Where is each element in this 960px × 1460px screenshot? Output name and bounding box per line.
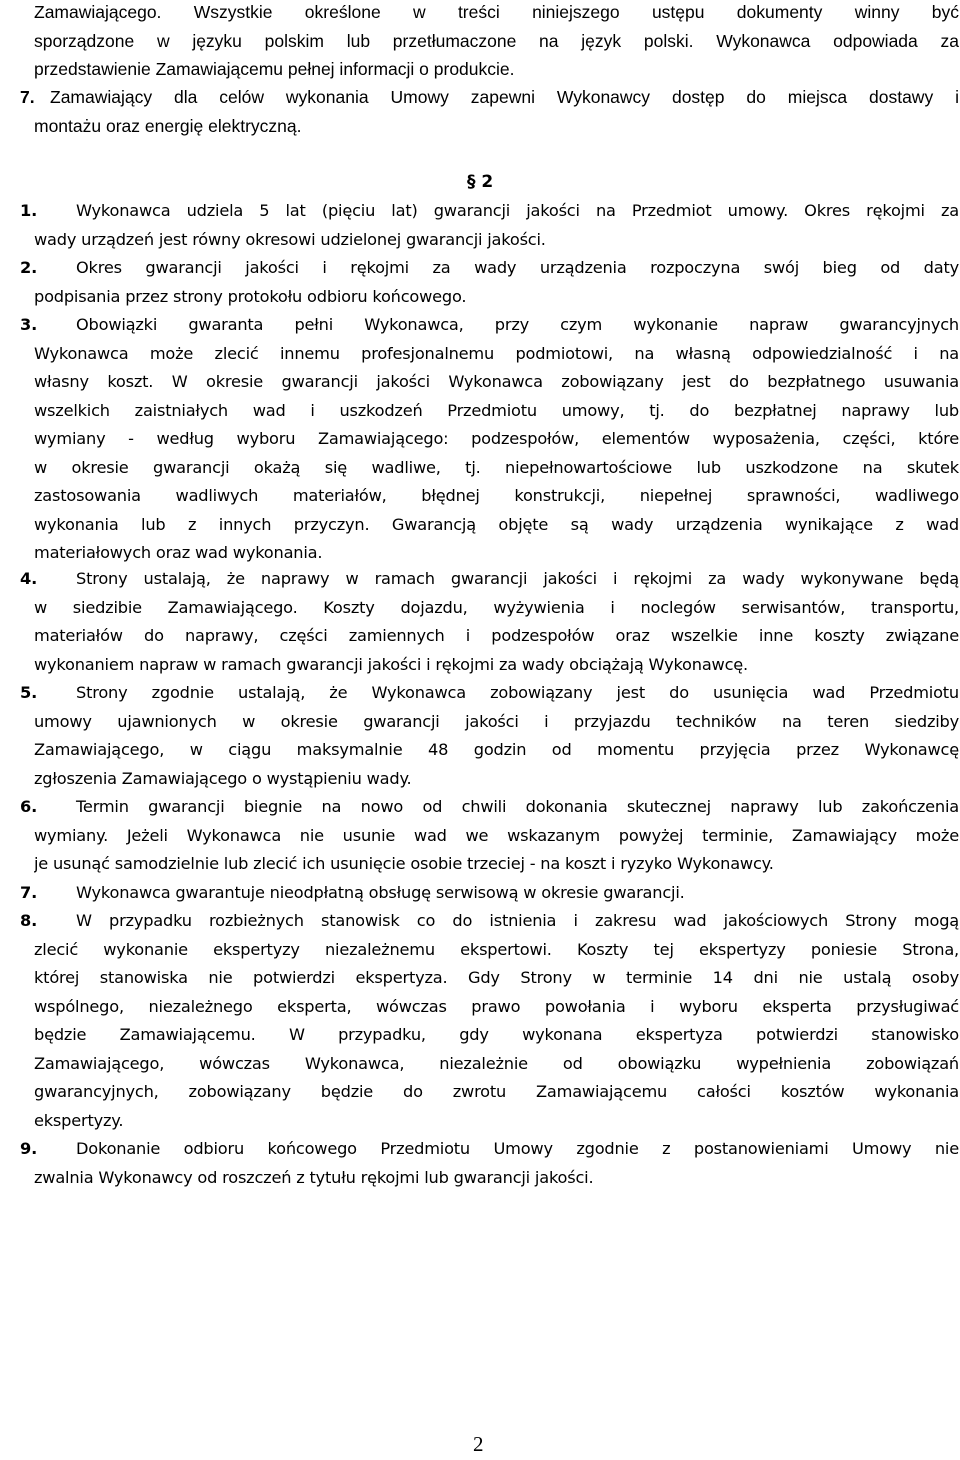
intro-item-line: montażu oraz energię elektryczną. xyxy=(34,115,302,136)
intro-line: przedstawienie Zamawiającemu pełnej informacji o produkcie. xyxy=(34,59,515,79)
item-number: 7. xyxy=(20,883,38,902)
item-number: 1. xyxy=(20,201,38,220)
item-line: zwalnia Wykonawcy od roszczeń z tytułu rękojmi lub gwarancji jakości. xyxy=(34,1167,594,1187)
intro-line: sporządzone w języku polskim lub przetłumaczone na język polski. Wykonawca odpowiada za xyxy=(34,30,959,51)
item-line: wszelkich zaistniałych wad i uszkodzeń Przedmiotu umowy, tj. do bezpłatnej naprawy lub xyxy=(34,400,959,420)
section-item-5 xyxy=(20,679,959,793)
item-line: umowy ujawnionych w okresie gwarancji jakości i przyjazdu techników na teren siedziby xyxy=(34,711,959,731)
intro-item-7 xyxy=(20,83,959,140)
section-item-6 xyxy=(20,793,959,879)
item-line: własny koszt. W okresie gwarancji jakości Wykonawca zobowiązany jest do bezpłatnego usuwania xyxy=(34,372,959,391)
item-line: materiałów do naprawy, części zamiennych i podzespołów oraz wszelkie inne koszty związane xyxy=(34,626,959,645)
section-item-3 xyxy=(20,311,959,568)
item-line: gwarancyjnych, zobowiązany będzie do zwrotu Zamawiającemu całości kosztów wykonania xyxy=(34,1082,959,1101)
page-number: 2 xyxy=(473,1432,484,1456)
item-number: 3. xyxy=(20,315,38,334)
intro-paragraph xyxy=(34,0,959,84)
item-number: 9. xyxy=(20,1139,38,1158)
item-line: Wykonawca udziela 5 lat (pięciu lat) gwarancji jakości na Przedmiot umowy. Okres rękojmi za xyxy=(76,201,959,220)
item-line: będzie Zamawiającemu. W przypadku, gdy wykonana ekspertyza potwierdzi stanowisko xyxy=(34,1025,959,1044)
item-line: której stanowiska nie potwierdzi ekspertyza. Gdy Strony w terminie 14 dni nie ustalą osoby xyxy=(34,968,959,987)
item-line: w okresie gwarancji okażą się wadliwe, tj. niepełnowartościowe lub uszkodzone na skutek xyxy=(34,457,959,477)
item-line: Okres gwarancji jakości i rękojmi za wady urządzenia rozpoczyna swój bieg od daty xyxy=(76,258,959,277)
item-line: Obowiązki gwaranta pełni Wykonawca, przy czym wykonanie napraw gwarancyjnych xyxy=(76,315,959,334)
item-line: materiałowych oraz wad wykonania. xyxy=(34,543,323,562)
item-line: je usunąć samodzielnie lub zlecić ich usunięcie osobie trzeciej - na koszt i ryzyko Wykonawcy. xyxy=(34,854,774,873)
item-line: Dokonanie odbioru końcowego Przedmiotu Umowy zgodnie z postanowieniami Umowy nie xyxy=(76,1139,959,1158)
section-item-7 xyxy=(20,879,959,908)
item-line: zastosowania wadliwych materiałów, błędnej konstrukcji, niepełnej sprawności, wadliwego xyxy=(34,486,959,505)
intro-line: Zamawiającego. Wszystkie określone w treści niniejszego ustępu dokumenty winny być xyxy=(34,2,959,22)
item-line: wymiany - według wyboru Zamawiającego: podzespołów, elementów wyposażenia, części, które xyxy=(34,429,959,448)
item-line: w siedzibie Zamawiającego. Koszty dojazdu, wyżywienia i noclegów serwisantów, transportu, xyxy=(34,597,959,617)
item-line: Strony zgodnie ustalają, że Wykonawca zobowiązany jest do usunięcia wad Przedmiotu xyxy=(76,683,959,702)
item-number: 8. xyxy=(20,911,38,930)
intro-item-line: Zamawiający dla celów wykonania Umowy zapewni Wykonawcy dostęp do miejsca dostawy i xyxy=(50,87,959,107)
item-number: 7. xyxy=(20,87,35,107)
item-number: 6. xyxy=(20,797,38,816)
item-number: 5. xyxy=(20,683,38,702)
item-line: Zamawiającego, wówczas Wykonawca, niezależnie od obowiązku wypełnienia zobowiązań xyxy=(34,1053,959,1073)
item-line: zgłoszenia Zamawiającego o wystąpieniu wady. xyxy=(34,768,412,788)
item-line: wykonaniem napraw w ramach gwarancji jakości i rękojmi za wady obciążają Wykonawcę. xyxy=(34,654,748,674)
section-item-8 xyxy=(20,907,959,1135)
item-line: Zamawiającego, w ciągu maksymalnie 48 godzin od momentu przyjęcia przez Wykonawcę xyxy=(34,740,959,759)
section-item-4 xyxy=(20,565,959,679)
item-line: Wykonawca może zlecić innemu profesjonalnemu podmiotowi, na własną odpowiedzialność i na xyxy=(34,343,959,363)
item-line: wykonania lub z innych przyczyn. Gwarancją objęte są wady urządzenia wynikające z wad xyxy=(34,514,959,534)
item-line: wady urządzeń jest równy okresowi udzielonej gwarancji jakości. xyxy=(34,229,546,249)
section-title: § 2 xyxy=(467,172,494,192)
item-line: wymiany. Jeżeli Wykonawca nie usunie wad we wskazanym powyżej terminie, Zamawiający może xyxy=(34,825,959,845)
item-line: Strony ustalają, że naprawy w ramach gwarancji jakości i rękojmi za wady wykonywane będą xyxy=(76,569,959,588)
item-line: podpisania przez strony protokołu odbioru końcowego. xyxy=(34,286,467,306)
item-line: W przypadku rozbieżnych stanowisk co do istnienia i zakresu wad jakościowych Strony mogą xyxy=(76,911,959,930)
item-line: Termin gwarancji biegnie na nowo od chwili dokonania skutecznej naprawy lub zakończenia xyxy=(76,797,959,816)
section-item-1 xyxy=(20,197,959,254)
item-line: Wykonawca gwarantuje nieodpłatną obsługę serwisową w okresie gwarancji. xyxy=(76,883,685,902)
item-line: wspólnego, niezależnego eksperta, wówczas prawo powołania i wyboru eksperta przysługiwać xyxy=(34,996,959,1016)
section-item-2 xyxy=(20,254,959,311)
item-number: 2. xyxy=(20,258,38,277)
item-line: zlecić wykonanie ekspertyzy niezależnemu ekspertowi. Koszty tej ekspertyzy poniesie Strona, xyxy=(34,939,959,959)
item-line: ekspertyzy. xyxy=(34,1110,124,1130)
section-item-9 xyxy=(20,1135,959,1192)
item-number: 4. xyxy=(20,569,38,588)
